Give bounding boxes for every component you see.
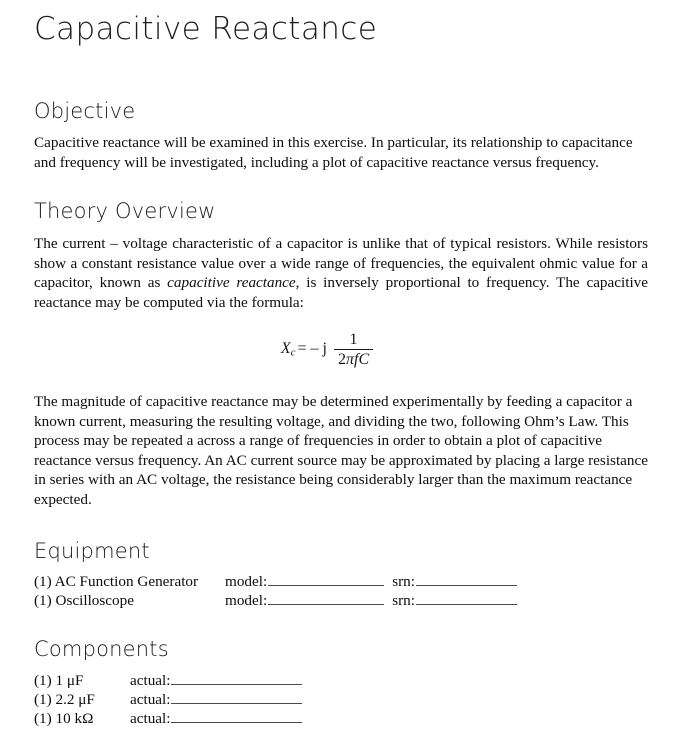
equipment-model-label: model: <box>225 591 268 609</box>
equipment-row <box>34 591 648 610</box>
formula-block <box>34 313 648 393</box>
formula-left-hand-side <box>281 340 296 359</box>
spacer <box>34 45 648 101</box>
formula-denominator-pi: π <box>345 350 354 368</box>
theory-paragraph-1-text-before-italic: The current – voltage characteristic of a capacitor is unlike that of typical resistors. While resistors show a constant resistance value over a wide range of frequencies, the equivalent ohmic value for a capacitor, known as <box>34 235 648 292</box>
component-item-name: (1) 2.2 μF <box>34 690 95 708</box>
component-actual-input[interactable] <box>171 690 302 704</box>
spacer <box>34 610 648 639</box>
equipment-model-label: model: <box>225 572 268 590</box>
equipment-srn-input[interactable] <box>416 572 517 586</box>
page-title: Capacitive Reactance <box>34 11 378 47</box>
formula-denominator-capacitance: C <box>358 350 370 368</box>
theory-paragraph-1 <box>34 234 648 312</box>
equipment-srn-input[interactable] <box>416 591 517 605</box>
formula-denominator-frequency: f <box>353 350 359 368</box>
spacer <box>34 122 648 133</box>
equipment-item-name: (1) AC Function Generator <box>34 572 199 590</box>
component-actual-label: actual: <box>130 709 171 727</box>
component-row <box>34 709 648 728</box>
formula-subscript-c: c <box>290 346 296 359</box>
equipment-model-input[interactable] <box>268 591 384 605</box>
component-item-name: (1) 10 kΩ <box>34 709 94 727</box>
spacer <box>34 510 648 541</box>
theory-paragraph-2: The magnitude of capacitive reactance may be determined experimentally by feeding a capacitor a known current, measuring the resulting voltage, and dividing the two, following Ohm’s Law. This process may be repeated a across a range of frequencies in order to obtain a plot of capacitive reactance versus frequency. An AC current source may be approximated by placing a large resistance in series with an AC voltage, the resistance being considerably larger than the maximum reactance expected. <box>34 393 648 509</box>
formula-operator: = – j <box>297 340 327 358</box>
section-heading-objective: Objective <box>34 99 136 123</box>
component-actual-input[interactable] <box>171 671 302 685</box>
equipment-model-input[interactable] <box>268 572 384 586</box>
equipment-list <box>34 572 648 610</box>
capacitive-reactance-formula <box>281 331 373 369</box>
component-row <box>34 690 648 709</box>
theory-term-capacitive-reactance: capacitive reactance <box>167 274 296 292</box>
formula-denominator-coefficient: 2 <box>337 350 346 368</box>
components-list <box>34 671 648 728</box>
theory-paragraph-1-text-after-italic: , is inversely proportional to frequency. The capacitive reactance may be computed via the formula: <box>34 274 648 311</box>
formula-fraction <box>334 331 373 369</box>
component-actual-label: actual: <box>130 671 171 689</box>
equipment-srn-label: srn: <box>392 591 415 609</box>
component-actual-input[interactable] <box>171 709 302 723</box>
equipment-srn-label: srn: <box>392 572 415 590</box>
component-row <box>34 671 648 690</box>
section-heading-components: Components <box>34 636 169 661</box>
formula-denominator <box>334 349 373 368</box>
component-item-name: (1) 1 μF <box>34 671 84 689</box>
equipment-item-name: (1) Oscilloscope <box>34 591 134 609</box>
spacer <box>34 562 648 572</box>
equipment-row <box>34 572 648 591</box>
formula-numerator: 1 <box>349 330 358 348</box>
component-actual-label: actual: <box>130 690 171 708</box>
objective-paragraph: Capacitive reactance will be examined in this exercise. In particular, its relationship to capacitance and frequency will be investigated, including a plot of capacitive reactance versus frequency. <box>34 134 633 171</box>
section-heading-equipment: Equipment <box>34 538 150 563</box>
formula-symbol-x: X <box>280 339 291 357</box>
spacer <box>34 172 648 201</box>
section-heading-theory-overview: Theory Overview <box>34 199 216 224</box>
spacer <box>34 222 648 234</box>
spacer <box>34 660 648 671</box>
